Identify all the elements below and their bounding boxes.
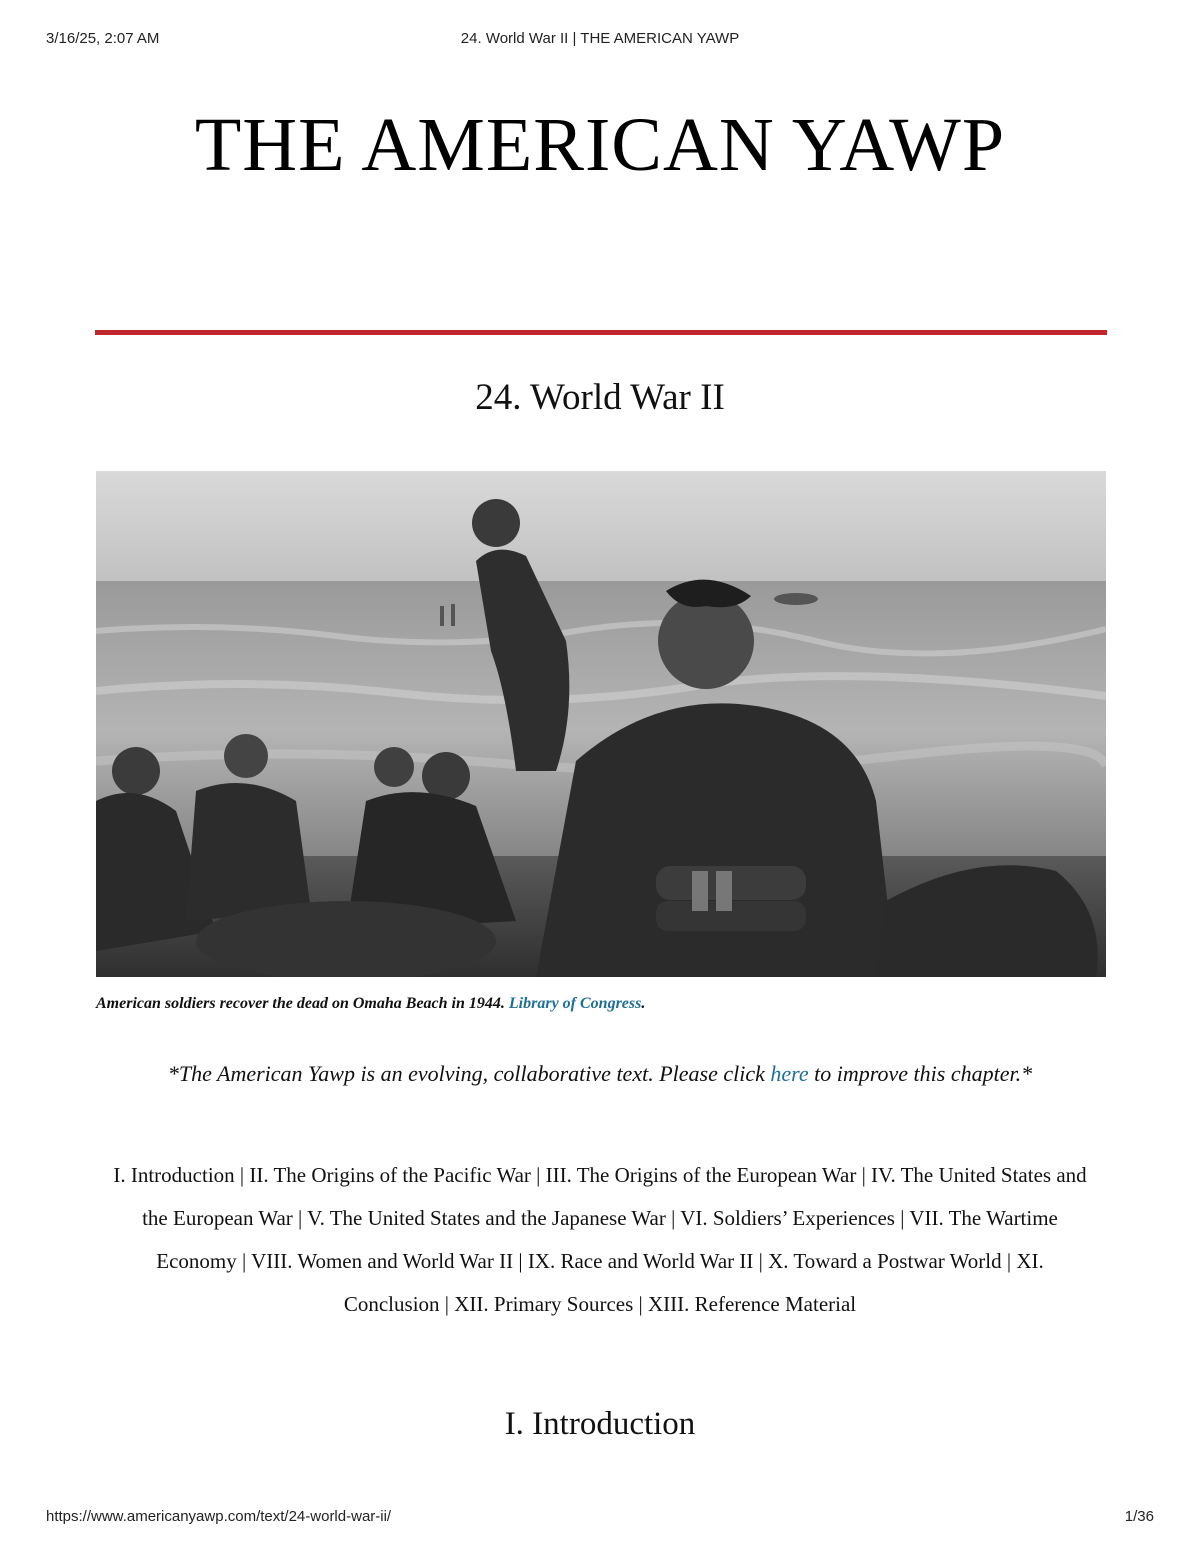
toc-separator: | [856,1163,872,1187]
toc-link[interactable]: VI. Soldiers’ Experiences [680,1206,895,1230]
toc-link[interactable]: VII. The Wartime Economy [156,1206,1058,1273]
improve-chapter-link[interactable]: here [770,1061,809,1086]
caption-source-link[interactable]: Library of Congress [508,995,642,1012]
toc-link[interactable]: XIII. Reference Material [648,1292,857,1316]
toc-link[interactable]: XII. Primary Sources [454,1292,634,1316]
site-title-link[interactable]: THE AMERICAN YAWP [194,103,1006,187]
toc-separator: | [1001,1249,1017,1273]
chapter-table-of-contents [110,1154,1090,1326]
toc-link[interactable]: V. The United States and the Japanese War [307,1206,666,1230]
toc-link[interactable]: IV. The United States and the European War [142,1163,1087,1230]
toc-separator: | [236,1249,252,1273]
print-header [0,30,1200,52]
toc-link[interactable]: III. The Origins of the European War [545,1163,857,1187]
notice-text-before: *The American Yawp is an evolving, collaborative text. Please click [167,1061,771,1086]
toc-separator: | [292,1206,308,1230]
caption-text: American soldiers recover the dead on Omaha Beach in 1944. [96,995,509,1012]
toc-separator: | [665,1206,681,1230]
toc-link[interactable]: XI. Conclusion [343,1249,1044,1316]
toc-separator: | [633,1292,649,1316]
toc-link[interactable]: X. Toward a Postwar World [768,1249,1002,1273]
toc-link[interactable]: IX. Race and World War II [527,1249,754,1273]
print-page-number: 1/36 [1124,1508,1154,1525]
toc-separator: | [439,1292,455,1316]
chapter-title: 24. World War II [475,377,725,418]
header-divider [95,330,1107,335]
toc-separator: | [894,1206,910,1230]
photo-caption [96,993,1106,1015]
notice-text-after: to improve this chapter.* [808,1061,1033,1086]
section-title: I. Introduction [504,1406,696,1442]
toc-link[interactable]: II. The Origins of the Pacific War [249,1163,531,1187]
print-datetime: 3/16/25, 2:07 AM [46,30,160,47]
toc-link[interactable]: VIII. Women and World War II [251,1249,514,1273]
print-footer [0,1508,1200,1530]
toc-separator: | [234,1163,250,1187]
toc-separator: | [530,1163,546,1187]
chapter-hero-photo [96,471,1106,977]
caption-end: . [641,995,646,1012]
toc-separator: | [753,1249,769,1273]
print-url: https://www.americanyawp.com/text/24-world-war-ii/ [46,1508,392,1525]
print-doc-title: 24. World War II | THE AMERICAN YAWP [460,30,740,47]
collaborative-notice [0,1058,1200,1090]
toc-link[interactable]: I. Introduction [113,1163,235,1187]
toc-separator: | [513,1249,528,1273]
